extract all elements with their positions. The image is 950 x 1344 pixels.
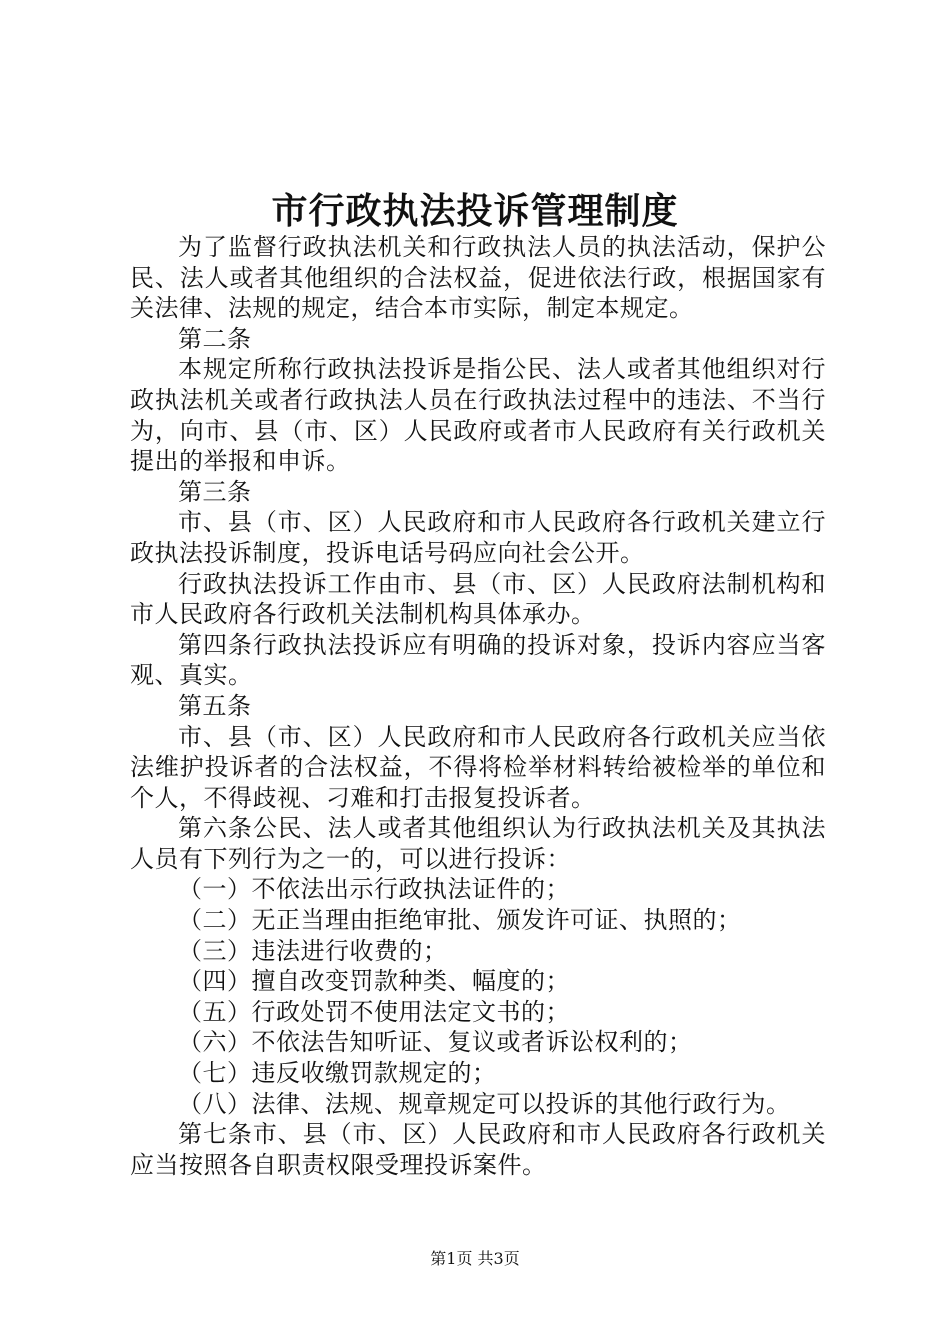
- paragraph: 第七条市、县（市、区）人民政府和市人民政府各行政机关应当按照各自职责权限受理投诉案件。: [130, 1120, 826, 1179]
- list-item: （二）无正当理由拒绝审批、颁发许可证、执照的；: [178, 906, 742, 935]
- list-item: （三）违法进行收费的；: [178, 936, 448, 965]
- article-heading: 第三条: [178, 477, 252, 506]
- paragraph: 第四条行政执法投诉应有明确的投诉对象，投诉内容应当客观、真实。: [130, 630, 826, 690]
- paragraph: 行政执法投诉工作由市、县（市、区）人民政府法制机构和市人民政府各行政机关法制机构具体承办。: [130, 569, 826, 629]
- list-item: （八）法律、法规、规章规定可以投诉的其他行政行为。: [178, 1089, 791, 1118]
- document-body: [130, 232, 826, 1180]
- paragraph: 市、县（市、区）人民政府和市人民政府各行政机关建立行政执法投诉制度，投诉电话号码应向社会公开。: [130, 508, 826, 567]
- article-heading: 第五条: [178, 691, 252, 720]
- paragraph: 本规定所称行政执法投诉是指公民、法人或者其他组织对行政执法机关或者行政执法人员在行政执法过程中的违法、不当行为，向市、县（市、区）人民政府或者市人民政府有关行政机关提出的举报和申诉。: [130, 355, 826, 476]
- paragraph: 为了监督行政执法机关和行政执法人员的执法活动，保护公民、法人或者其他组织的合法权益，促进依法行政，根据国家有关法律、法规的规定，结合本市实际，制定本规定。: [130, 233, 826, 323]
- list-item: （一）不依法出示行政执法证件的；: [178, 875, 570, 904]
- list-item: （七）违反收缴罚款规定的；: [178, 1059, 497, 1088]
- document-title: 市行政执法投诉管理制度: [271, 190, 679, 232]
- list-item: （六）不依法告知听证、复议或者诉讼权利的；: [178, 1028, 693, 1057]
- list-item: （四）擅自改变罚款种类、幅度的；: [178, 967, 570, 996]
- article-heading: 第二条: [178, 324, 252, 353]
- paragraph: 市、县（市、区）人民政府和市人民政府各行政机关应当依法维护投诉者的合法权益，不得将检举材料转给被检举的单位和个人，不得歧视、刁难和打击报复投诉者。: [130, 722, 826, 812]
- page-footer: 第1页 共3页: [430, 1249, 520, 1268]
- list-item: （五）行政处罚不使用法定文书的；: [178, 997, 570, 1026]
- paragraph: 第六条公民、法人或者其他组织认为行政执法机关及其执法人员有下列行为之一的，可以进行投诉：: [130, 814, 826, 873]
